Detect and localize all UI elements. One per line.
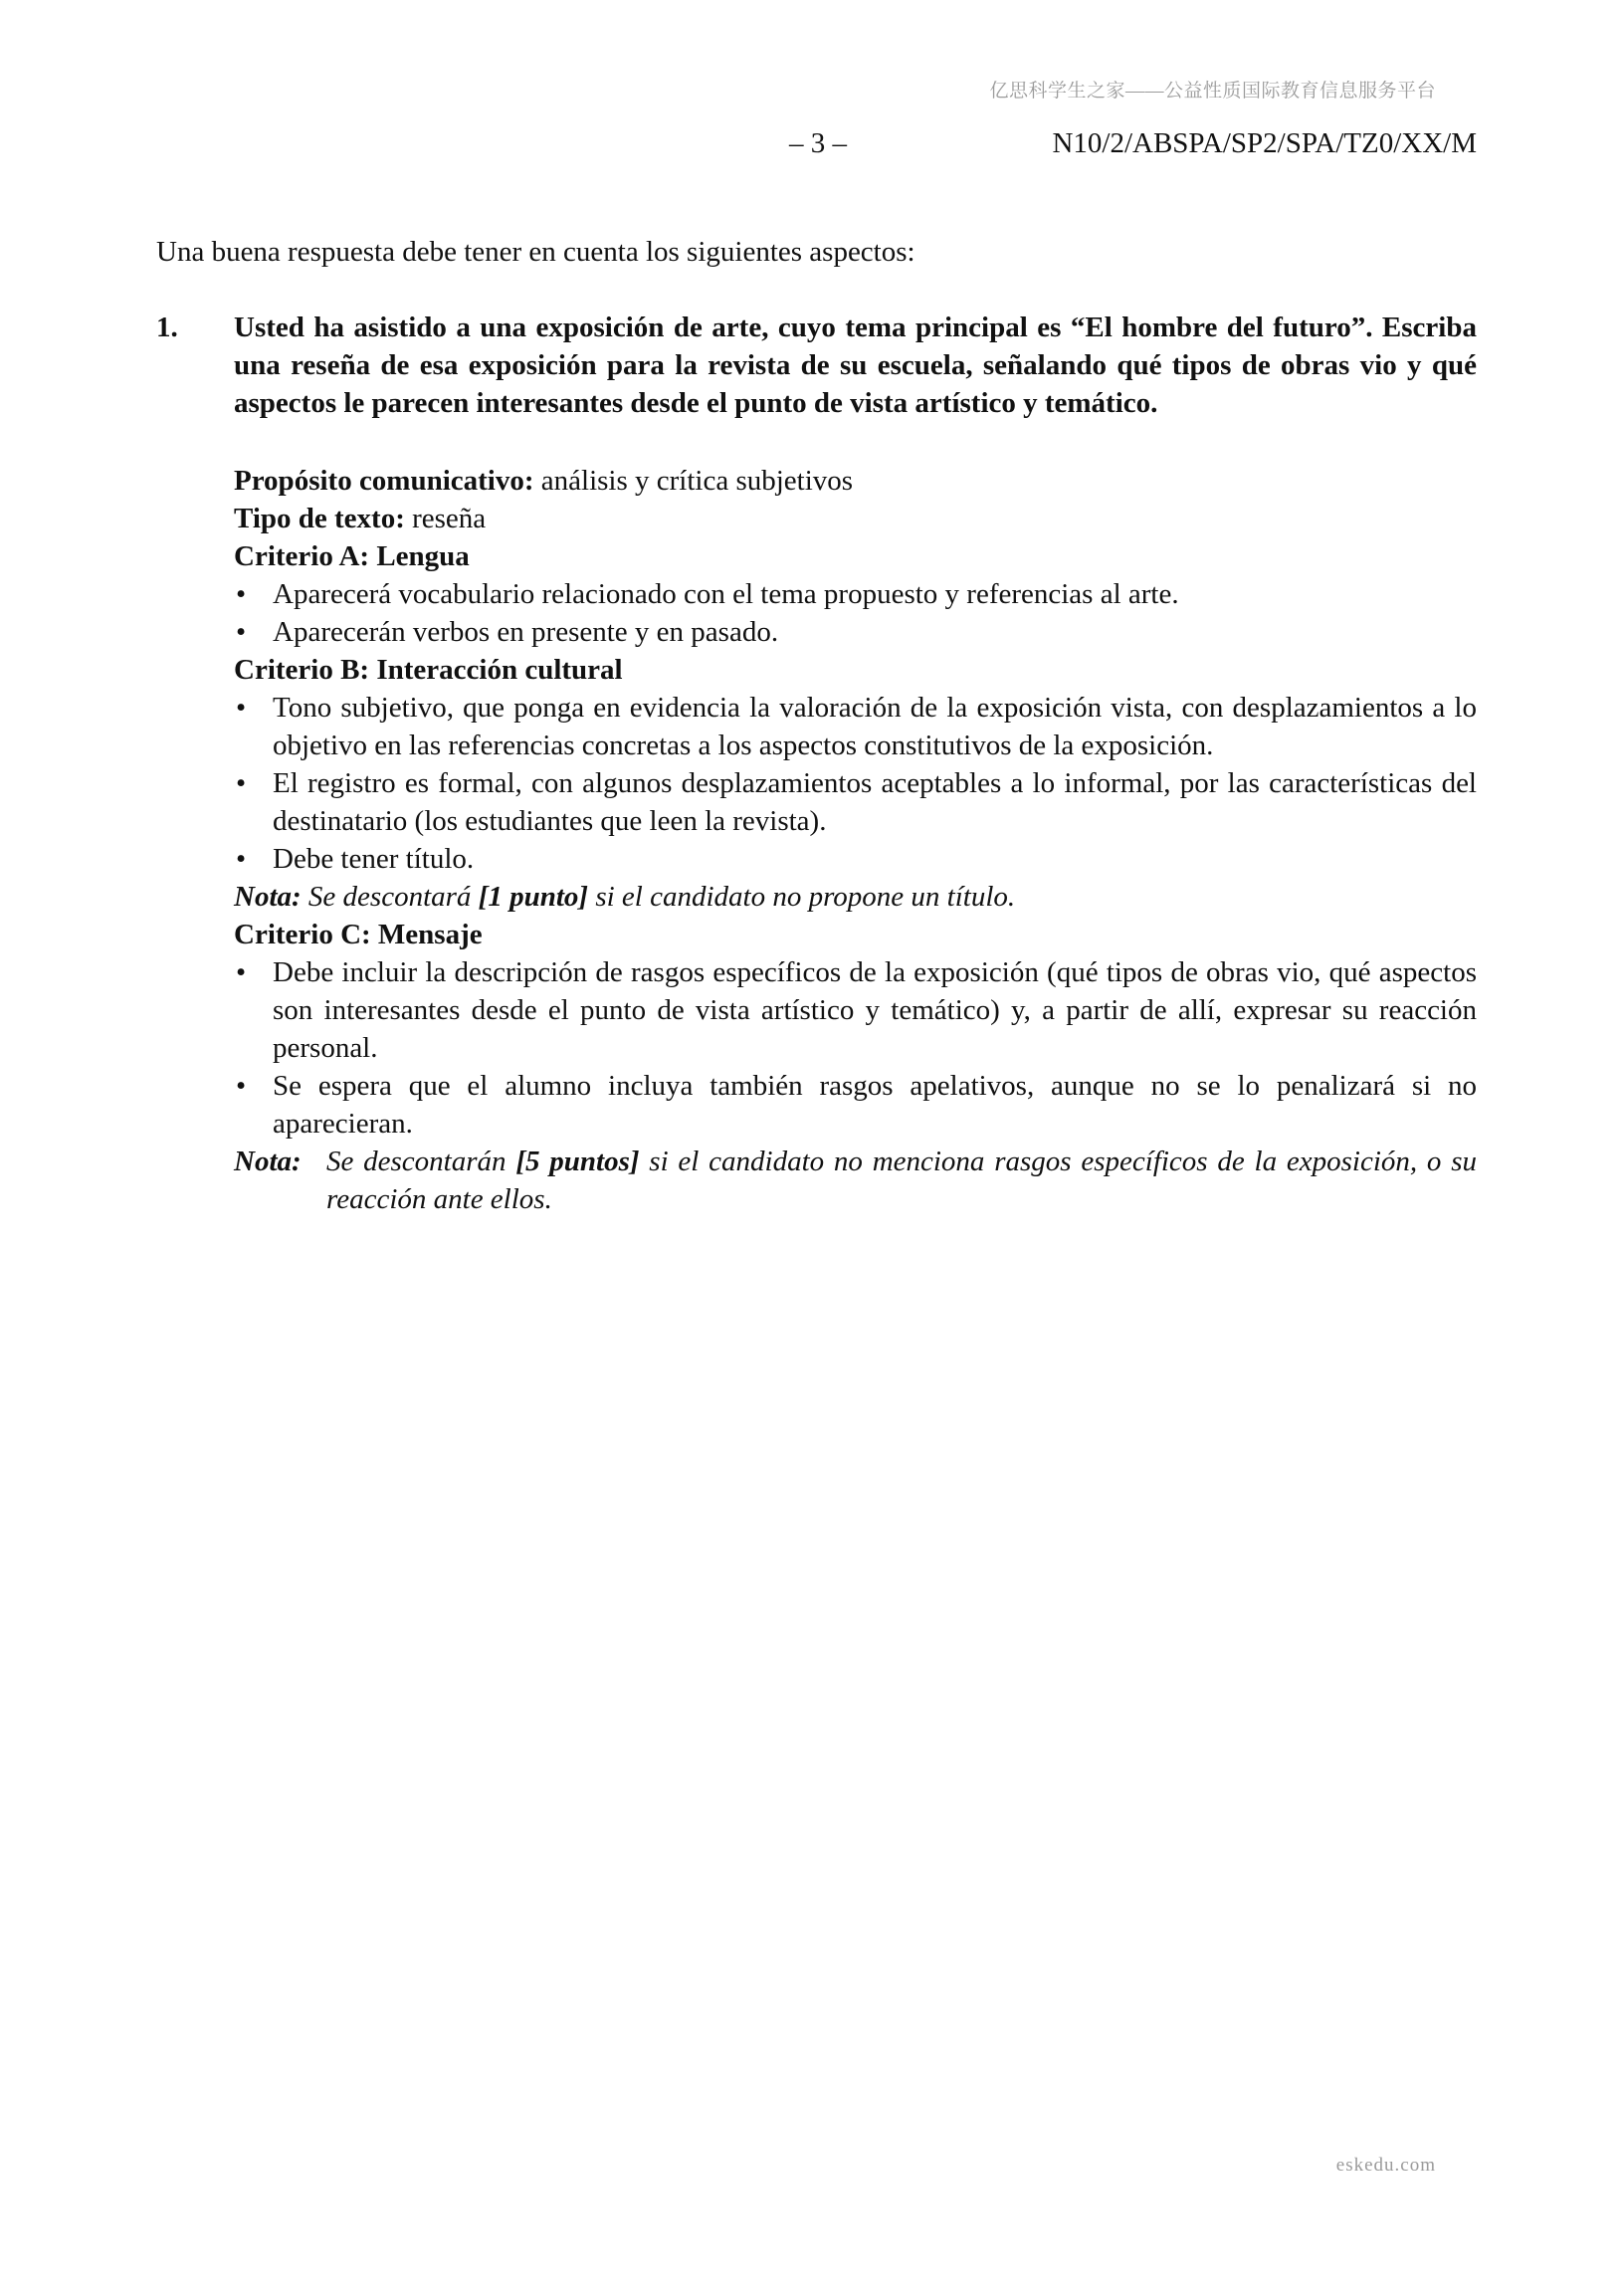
list-item: • Debe incluir la descripción de rasgos específicos de la exposición (qué tipos de obras vio, qué aspectos son interesantes desde el punto de vista artístico y temático) y, a partir de allí, expresar su reacción personal. [234, 953, 1477, 1067]
purpose-value: análisis y crítica subjetivos [533, 465, 854, 497]
criterion-a-list [234, 575, 1477, 651]
purpose-label: Propósito comunicativo: [234, 465, 534, 497]
watermark-top: 亿思科学生之家——公益性质国际教育信息服务平台 [989, 81, 1436, 102]
criterion-a-title: Criterio A: Lengua [234, 540, 470, 572]
list-item: • Tono subjetivo, que ponga en evidencia la valoración de la exposición vista, con desplazamientos a lo objetivo en las referencias concretas a los aspectos constitutivos de la exposición. [234, 689, 1477, 764]
note-text: Se descontarán [326, 1146, 516, 1177]
purpose-line [234, 462, 1477, 500]
question-text: Usted ha asistido a una exposición de arte, cuyo tema principal es “El hombre del futuro”. Escriba una reseña de esa exposición para la revista de su escuela, señalando qué tipos de obras vio y qué aspectos le parecen interesantes desde el punto de vista artístico y temático. [234, 312, 1477, 419]
list-item: • Aparecerán verbos en presente y en pasado. [234, 613, 1477, 651]
note-text: si el candidato no propone un título. [588, 881, 1016, 913]
question-number: 1. [156, 312, 178, 343]
criterion-b-title: Criterio B: Interacción cultural [234, 654, 623, 686]
note-label: Nota: [234, 881, 302, 913]
main-content [156, 233, 1477, 1218]
text-type-label: Tipo de texto: [234, 503, 405, 534]
question-block [156, 309, 1477, 1218]
criterion-c-note [234, 1143, 1477, 1218]
note-text: Se descontará [301, 881, 479, 913]
note-text: si el candidato no menciona rasgos específicos de la exposición, o su reacción ante ellos. [326, 1146, 1477, 1215]
list-item: • El registro es formal, con algunos desplazamientos aceptables a lo informal, por las características del destinatario (los estudiantes que leen la revista). [234, 764, 1477, 840]
criterion-b-list [234, 689, 1477, 878]
intro-text: Una buena respuesta debe tener en cuenta los siguientes aspectos: [156, 236, 915, 268]
criterion-b-note [234, 878, 1477, 916]
question-body [234, 309, 1477, 1218]
criterion-c-list [234, 953, 1477, 1143]
criterion-c-title: Criterio C: Mensaje [234, 919, 483, 950]
list-item: • Aparecerá vocabulario relacionado con el tema propuesto y referencias al arte. [234, 575, 1477, 613]
note-points: [1 punto] [478, 881, 589, 913]
note-text-block [326, 1143, 1477, 1218]
marking-guide [234, 462, 1477, 1218]
text-type-line [234, 500, 1477, 537]
list-item: • Se espera que el alumno incluya también rasgos apelativos, aunque no se lo penalizará si no aparecieran. [234, 1067, 1477, 1143]
page-number: – 3 – [789, 127, 847, 159]
note-label: Nota: [234, 1146, 302, 1177]
text-type-value: reseña [404, 503, 487, 534]
document-code: N10/2/ABSPA/SP2/SPA/TZ0/XX/M [1052, 127, 1477, 159]
note-points: [5 puntos] [515, 1146, 640, 1177]
watermark-bottom: eskedu.com [1335, 2155, 1436, 2176]
list-item: • Debe tener título. [234, 840, 1477, 878]
